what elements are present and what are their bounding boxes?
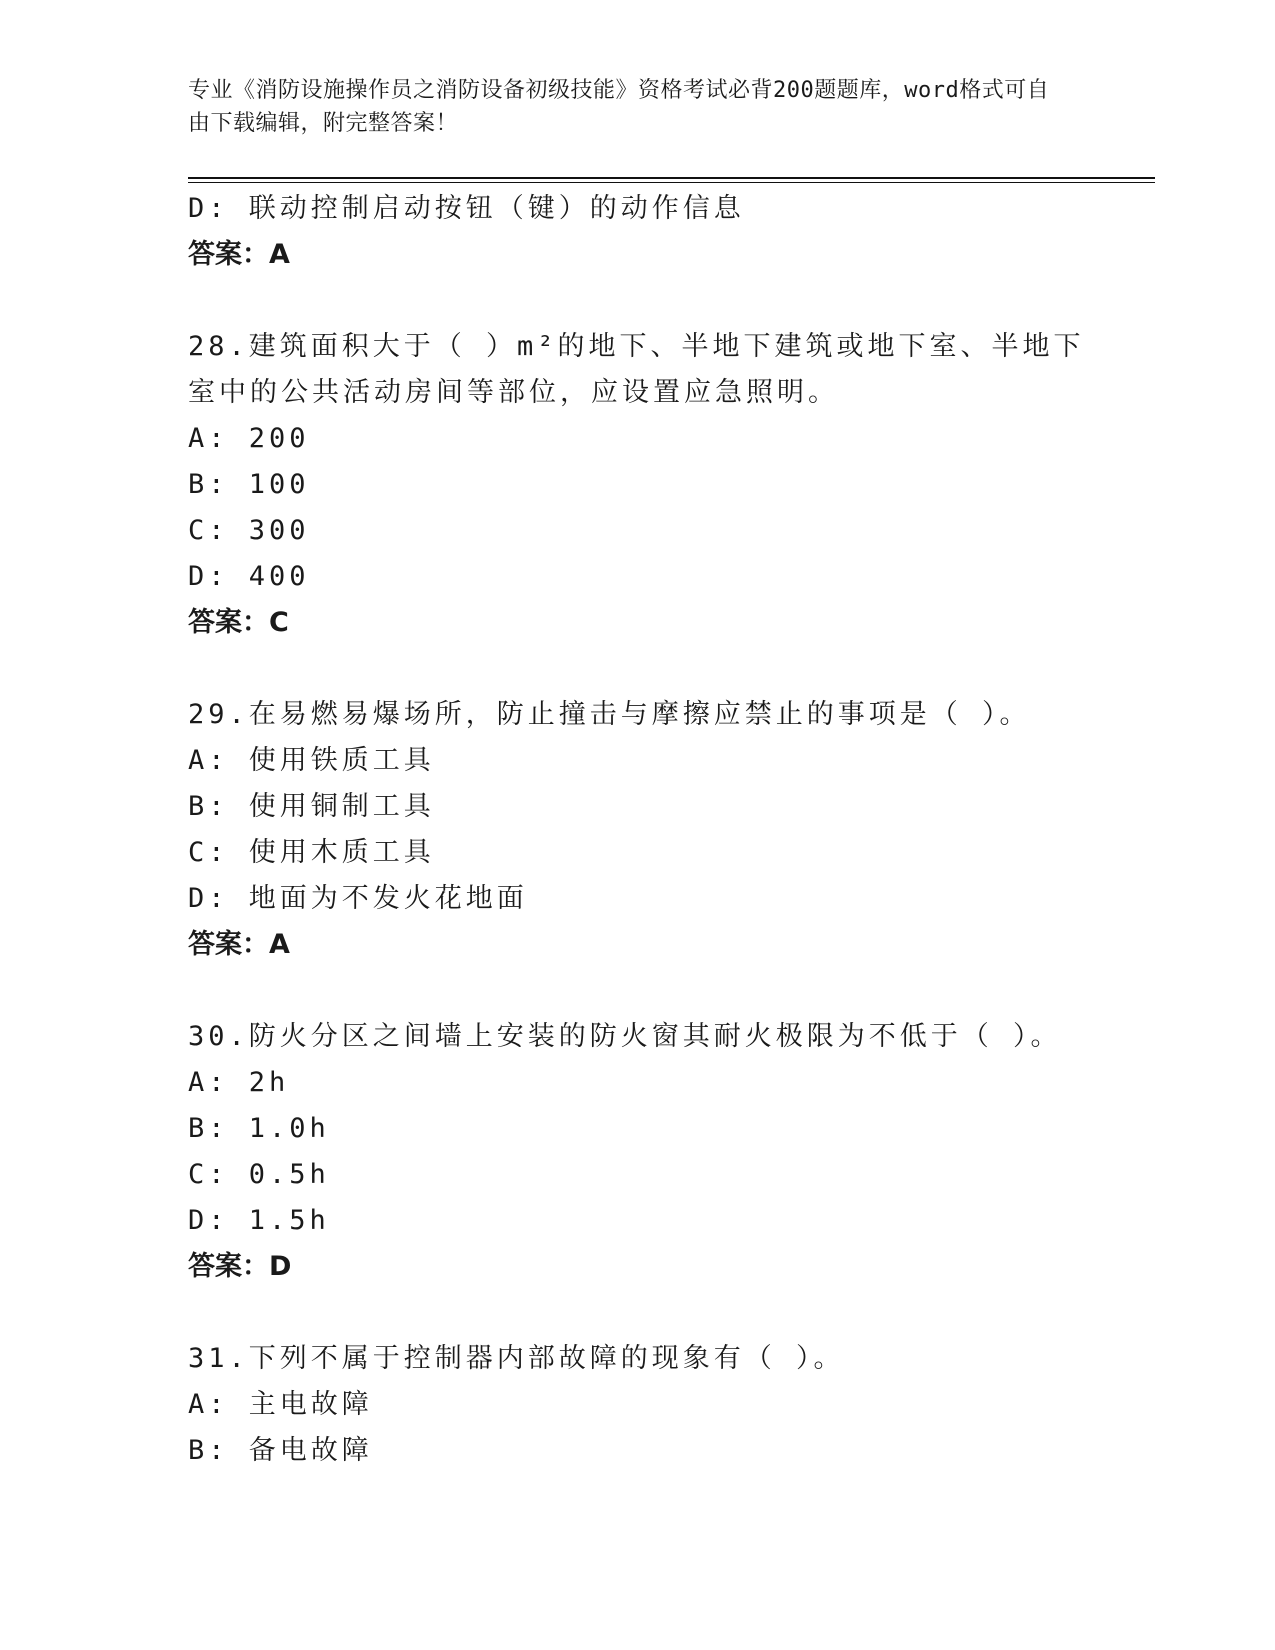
header-rule-thin — [188, 182, 1155, 183]
question-28 — [188, 324, 1088, 646]
question-list — [188, 186, 1088, 1474]
option-b: B: 使用铜制工具 — [188, 791, 435, 822]
header-rule-thick — [188, 177, 1155, 179]
page-header: 专业《消防设施操作员之消防设备初级技能》资格考试必背200题题库，word格式可自由下载编辑，附完整答案！ — [188, 78, 1050, 136]
question-30 — [188, 1014, 1088, 1290]
prev-answer: 答案：A — [188, 239, 290, 270]
option-a: A: 主电故障 — [188, 1389, 373, 1420]
answer: 答案：D — [188, 1251, 292, 1282]
question-31 — [188, 1336, 1088, 1474]
option-d: D: 1.5h — [188, 1205, 330, 1236]
option-d: D: 地面为不发火花地面 — [188, 883, 528, 914]
prev-option-d: D: 联动控制启动按钮（键）的动作信息 — [188, 193, 745, 224]
option-b: B: 100 — [188, 469, 310, 500]
question-stem: 28.建筑面积大于（ ）m²的地下、半地下建筑或地下室、半地下室中的公共活动房间等部位，应设置应急照明。 — [188, 331, 1085, 408]
question-29 — [188, 692, 1088, 968]
question-stem: 31.下列不属于控制器内部故障的现象有（ ）。 — [188, 1343, 845, 1374]
option-b: B: 备电故障 — [188, 1435, 373, 1466]
option-c: C: 使用木质工具 — [188, 837, 435, 868]
question-stem: 30.防火分区之间墙上安装的防火窗其耐火极限为不低于（ ）。 — [188, 1021, 1062, 1052]
option-c: C: 0.5h — [188, 1159, 330, 1190]
question-stem: 29.在易燃易爆场所，防止撞击与摩擦应禁止的事项是（ ）。 — [188, 699, 1031, 730]
answer: 答案：C — [188, 607, 289, 638]
option-b: B: 1.0h — [188, 1113, 330, 1144]
option-a: A: 200 — [188, 423, 310, 454]
option-a: A: 2h — [188, 1067, 290, 1098]
option-c: C: 300 — [188, 515, 310, 546]
option-a: A: 使用铁质工具 — [188, 745, 435, 776]
option-d: D: 400 — [188, 561, 310, 592]
answer: 答案：A — [188, 929, 290, 960]
